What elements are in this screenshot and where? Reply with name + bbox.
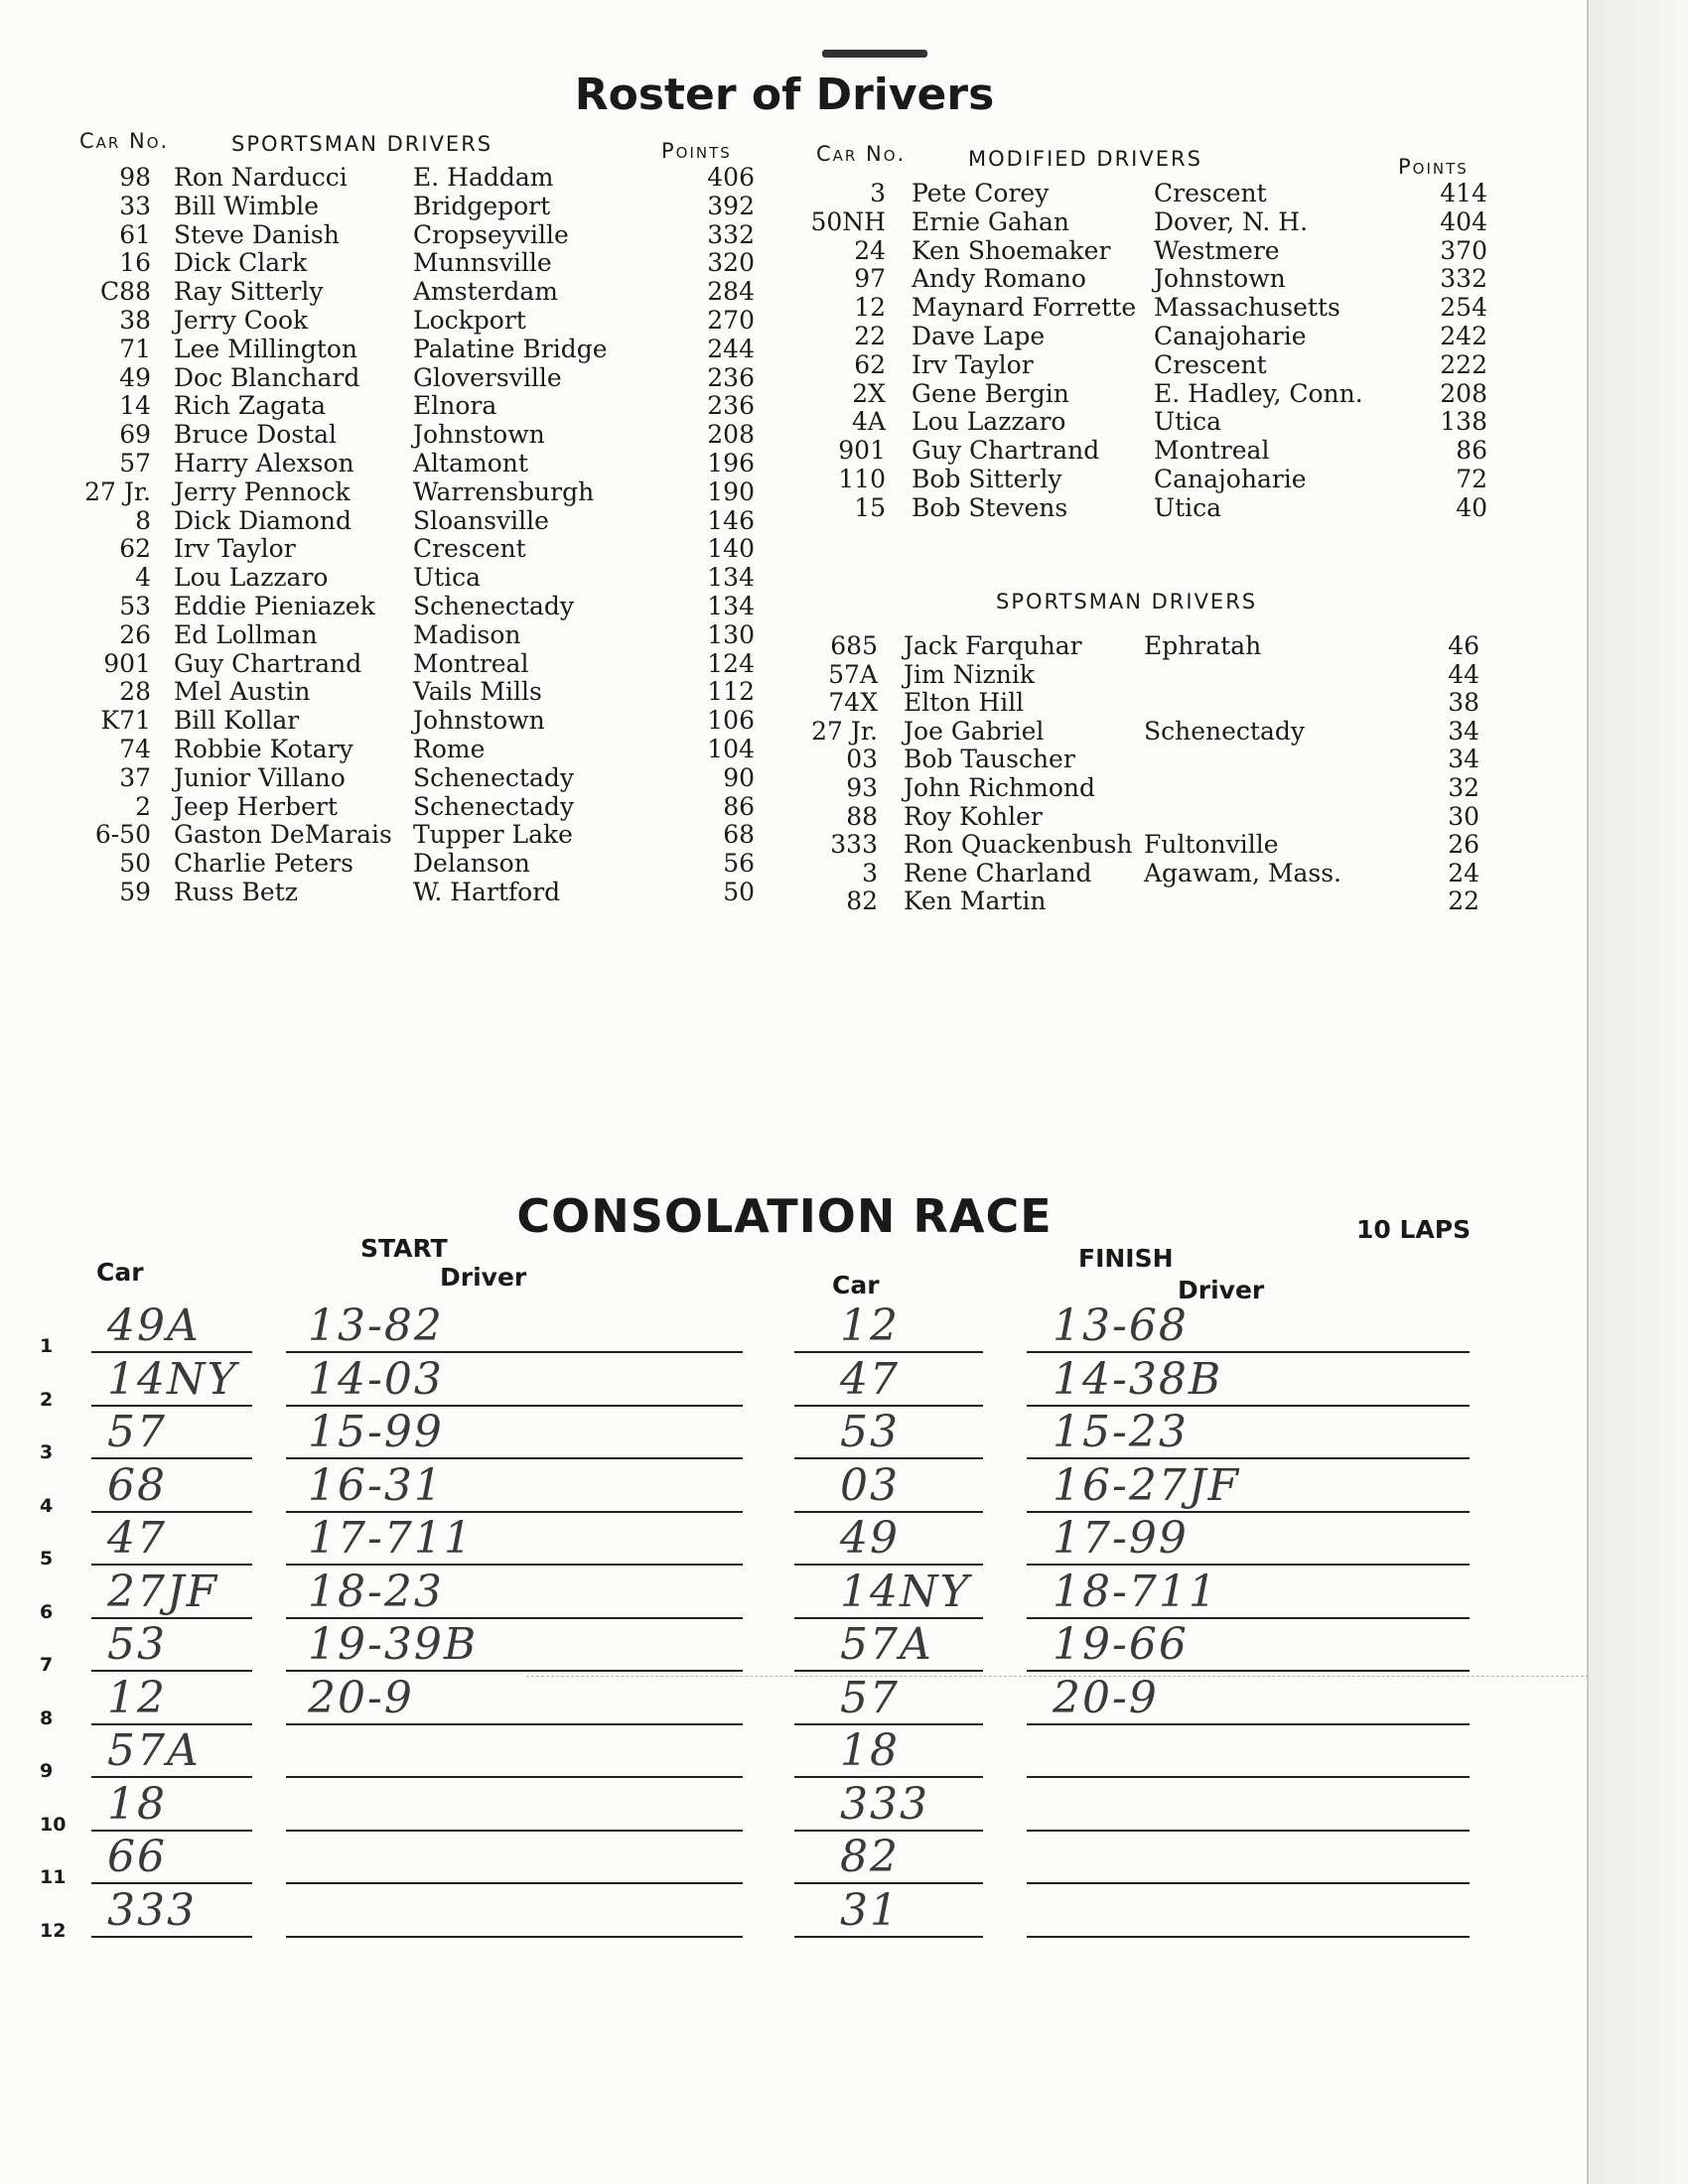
driver-name: Bruce Dostal bbox=[174, 420, 338, 450]
car-number: 74 bbox=[119, 735, 151, 763]
driver-name: Bob Stevens bbox=[912, 492, 1068, 522]
driver-town: Ephratah bbox=[1144, 631, 1262, 660]
car-number: 333 bbox=[830, 830, 878, 860]
driver-name: Rene Charland bbox=[904, 858, 1092, 887]
driver-name: Ron Narducci bbox=[174, 163, 348, 192]
driver-town: Crescent bbox=[1154, 179, 1267, 207]
driver-town: Bridgeport bbox=[413, 191, 551, 220]
start-car-handwritten: 68 bbox=[107, 1459, 167, 1511]
driver-name: Ray Sitterly bbox=[174, 277, 324, 307]
roster-title: Roster of Drivers bbox=[574, 69, 995, 120]
start-car-handwritten: 18 bbox=[107, 1778, 167, 1830]
car-number: 37 bbox=[119, 762, 151, 792]
finish-driver-handwritten: 18-711 bbox=[1053, 1566, 1218, 1617]
finish-driver-handwritten: 17-99 bbox=[1053, 1513, 1189, 1564]
roster-row bbox=[0, 407, 1589, 436]
car-number: 98 bbox=[119, 163, 151, 192]
driver-name: Maynard Forrette bbox=[912, 293, 1137, 323]
driver-points: 414 bbox=[1440, 179, 1487, 207]
driver-points: 30 bbox=[1448, 801, 1479, 831]
driver-points: 24 bbox=[1448, 858, 1479, 887]
driver-points: 22 bbox=[1448, 887, 1479, 916]
driver-points: 284 bbox=[707, 277, 755, 307]
start-car-handwritten: 57 bbox=[107, 1407, 167, 1457]
driver-name: Steve Danish bbox=[174, 219, 340, 249]
driver-town: Altamont bbox=[413, 449, 528, 478]
driver-points: 320 bbox=[707, 248, 755, 278]
car-number: 62 bbox=[119, 534, 151, 564]
driver-points: 138 bbox=[1440, 407, 1487, 437]
start-driver-header: Driver bbox=[440, 1263, 527, 1292]
car-number: 71 bbox=[119, 334, 151, 363]
car-number: 49 bbox=[119, 362, 151, 392]
car-number: 93 bbox=[846, 773, 878, 802]
driver-points: 104 bbox=[707, 735, 755, 763]
roster-row bbox=[0, 887, 1589, 915]
driver-points: 244 bbox=[707, 334, 755, 363]
driver-town: Massachusetts bbox=[1154, 293, 1340, 323]
driver-points: 370 bbox=[1440, 235, 1487, 265]
driver-points: 86 bbox=[1456, 436, 1487, 466]
start-car-handwritten: 14NY bbox=[107, 1353, 238, 1405]
finish-car-handwritten: 57A bbox=[840, 1619, 933, 1670]
finish-driver-line bbox=[1027, 1936, 1470, 1938]
row-number: 8 bbox=[40, 1706, 54, 1729]
row-number: 9 bbox=[40, 1760, 54, 1782]
start-driver-handwritten: 15-99 bbox=[308, 1407, 444, 1457]
finish-car-line bbox=[794, 1936, 983, 1938]
roster-row bbox=[0, 293, 1589, 322]
car-number: 61 bbox=[119, 219, 151, 249]
driver-points: 332 bbox=[707, 219, 755, 249]
driver-name: Gaston DeMarais bbox=[174, 820, 392, 850]
driver-town: Canajoharie bbox=[1154, 322, 1307, 350]
driver-name: Rich Zagata bbox=[174, 391, 327, 421]
roster-row bbox=[0, 465, 1589, 493]
driver-name: Bill Wimble bbox=[174, 191, 320, 220]
driver-name: Dave Lape bbox=[912, 322, 1046, 350]
car-number: 22 bbox=[854, 322, 886, 350]
finish-car-handwritten: 14NY bbox=[840, 1566, 971, 1617]
driver-points: 134 bbox=[707, 563, 755, 593]
row-number: 11 bbox=[40, 1866, 67, 1888]
roster-row bbox=[0, 322, 1589, 350]
driver-town: Palatine Bridge bbox=[413, 334, 608, 363]
driver-points: 236 bbox=[707, 391, 755, 421]
finish-driver-handwritten: 19-66 bbox=[1053, 1619, 1189, 1670]
finish-driver-handwritten: 14-38B bbox=[1053, 1353, 1223, 1405]
driver-name: Robbie Kotary bbox=[174, 735, 353, 763]
car-number: 2 bbox=[135, 791, 151, 821]
driver-town: Warrensburgh bbox=[413, 477, 595, 506]
car-number: 69 bbox=[119, 420, 151, 450]
finish-car-handwritten: 53 bbox=[840, 1407, 900, 1457]
car-number: 12 bbox=[854, 293, 886, 323]
car-number: 4A bbox=[852, 407, 886, 437]
start-driver-handwritten: 20-9 bbox=[308, 1672, 414, 1723]
car-number: 53 bbox=[119, 592, 151, 620]
row-number: 5 bbox=[40, 1548, 54, 1570]
driver-points: 140 bbox=[707, 534, 755, 564]
left-car-header: Car No. bbox=[79, 129, 170, 153]
driver-name: Irv Taylor bbox=[174, 534, 296, 564]
driver-points: 130 bbox=[707, 619, 755, 649]
driver-points: 406 bbox=[707, 163, 755, 192]
driver-name: Bob Sitterly bbox=[912, 465, 1062, 493]
driver-points: 34 bbox=[1448, 745, 1479, 774]
right-section2-header: SPORTSMAN DRIVERS bbox=[996, 590, 1258, 614]
start-car-handwritten: 333 bbox=[107, 1884, 197, 1936]
finish-car-handwritten: 03 bbox=[840, 1459, 900, 1511]
start-car-handwritten: 47 bbox=[107, 1513, 167, 1564]
finish-car-handwritten: 49 bbox=[840, 1513, 900, 1564]
car-number: 50NH bbox=[810, 206, 886, 236]
driver-town: Tupper Lake bbox=[413, 820, 573, 850]
driver-town: E. Haddam bbox=[413, 163, 554, 192]
driver-name: Jim Niznik bbox=[904, 659, 1035, 689]
driver-points: 270 bbox=[707, 306, 755, 335]
start-driver-handwritten: 17-711 bbox=[308, 1513, 474, 1564]
driver-name: Guy Chartrand bbox=[174, 648, 362, 678]
car-number: 28 bbox=[119, 677, 151, 707]
start-car-line bbox=[91, 1936, 252, 1938]
finish-driver-handwritten: 20-9 bbox=[1053, 1672, 1159, 1723]
driver-points: 196 bbox=[707, 449, 755, 478]
roster-row bbox=[0, 350, 1589, 379]
driver-name: Guy Chartrand bbox=[912, 436, 1100, 466]
car-number: 3 bbox=[862, 858, 878, 887]
finish-car-handwritten: 18 bbox=[840, 1725, 900, 1776]
driver-points: 236 bbox=[707, 362, 755, 392]
car-number: 27 Jr. bbox=[811, 716, 878, 746]
driver-points: 44 bbox=[1448, 659, 1479, 689]
car-number: 50 bbox=[119, 849, 151, 879]
driver-points: 90 bbox=[723, 762, 755, 792]
driver-name: Elton Hill bbox=[904, 688, 1025, 718]
start-header: START bbox=[360, 1234, 448, 1263]
finish-car-handwritten: 82 bbox=[840, 1832, 900, 1882]
car-number: 14 bbox=[119, 391, 151, 421]
left-points-header: Points bbox=[661, 139, 732, 163]
driver-town: Utica bbox=[413, 563, 482, 593]
driver-town: Fultonville bbox=[1144, 830, 1279, 860]
driver-town: Schenectady bbox=[413, 762, 574, 792]
driver-town: Delanson bbox=[413, 849, 530, 879]
driver-name: Andy Romano bbox=[912, 264, 1086, 294]
driver-points: 404 bbox=[1440, 206, 1487, 236]
roster-row bbox=[0, 179, 1589, 207]
driver-points: 34 bbox=[1448, 716, 1479, 746]
driver-name: Dick Clark bbox=[174, 248, 308, 278]
driver-points: 146 bbox=[707, 505, 755, 535]
driver-town: Utica bbox=[1154, 492, 1222, 522]
finish-car-handwritten: 12 bbox=[840, 1300, 900, 1351]
laps-label: 10 LAPS bbox=[1356, 1215, 1472, 1244]
driver-points: 68 bbox=[723, 820, 755, 850]
car-number: 15 bbox=[854, 492, 886, 522]
driver-town: Elnora bbox=[413, 391, 497, 421]
roster-row bbox=[0, 379, 1589, 408]
driver-points: 32 bbox=[1448, 773, 1479, 802]
driver-points: 124 bbox=[707, 648, 755, 678]
driver-name: Jerry Pennock bbox=[174, 477, 351, 506]
driver-town: Lockport bbox=[413, 306, 526, 335]
car-number: 4 bbox=[135, 563, 151, 593]
start-car-handwritten: 53 bbox=[107, 1619, 167, 1670]
driver-town: Sloansville bbox=[413, 505, 549, 535]
driver-name: Lou Lazzaro bbox=[174, 563, 329, 593]
car-number: 901 bbox=[103, 648, 151, 678]
driver-town: Johnstown bbox=[1154, 264, 1286, 294]
roster-row bbox=[0, 592, 1589, 620]
driver-town: Cropseyville bbox=[413, 219, 569, 249]
car-number: 38 bbox=[119, 306, 151, 335]
driver-points: 46 bbox=[1448, 631, 1479, 660]
finish-car-handwritten: 47 bbox=[840, 1353, 900, 1405]
car-number: 3 bbox=[870, 179, 886, 207]
car-number: 57A bbox=[828, 659, 878, 689]
driver-name: Doc Blanchard bbox=[174, 362, 360, 392]
page-shadow bbox=[1589, 0, 1688, 2184]
roster-row bbox=[0, 773, 1589, 802]
driver-points: 392 bbox=[707, 191, 755, 220]
driver-points: 222 bbox=[1440, 349, 1487, 379]
start-driver-handwritten: 13-82 bbox=[308, 1300, 444, 1351]
right-section-header: MODIFIED DRIVERS bbox=[968, 147, 1202, 171]
driver-name: Bill Kollar bbox=[174, 706, 300, 736]
car-number: 82 bbox=[846, 887, 878, 916]
roster-row bbox=[0, 436, 1589, 465]
start-car-handwritten: 12 bbox=[107, 1672, 167, 1723]
car-number: 110 bbox=[838, 465, 886, 493]
row-number: 3 bbox=[40, 1441, 54, 1463]
car-number: 57 bbox=[119, 449, 151, 478]
row-number: 7 bbox=[40, 1654, 54, 1676]
driver-points: 208 bbox=[1440, 378, 1487, 408]
roster-row bbox=[0, 493, 1589, 522]
driver-points: 190 bbox=[707, 477, 755, 506]
finish-driver-header: Driver bbox=[1178, 1276, 1265, 1304]
roster-row bbox=[0, 660, 1589, 689]
staple bbox=[822, 50, 927, 58]
car-number: 26 bbox=[119, 619, 151, 649]
driver-town: Crescent bbox=[413, 534, 526, 564]
roster-row bbox=[0, 859, 1589, 887]
driver-name: Jerry Cook bbox=[174, 306, 309, 335]
driver-points: 208 bbox=[707, 420, 755, 450]
finish-driver-handwritten: 15-23 bbox=[1053, 1407, 1189, 1457]
driver-name: Ed Lollman bbox=[174, 619, 318, 649]
driver-name: Roy Kohler bbox=[904, 801, 1043, 831]
driver-points: 56 bbox=[723, 849, 755, 879]
car-number: K71 bbox=[100, 706, 151, 736]
roster-row bbox=[0, 745, 1589, 773]
driver-name: Junior Villano bbox=[174, 762, 346, 792]
driver-town: Montreal bbox=[1154, 436, 1270, 466]
driver-name: Charlie Peters bbox=[174, 849, 353, 879]
driver-town: Madison bbox=[413, 619, 521, 649]
start-driver-handwritten: 18-23 bbox=[308, 1566, 444, 1617]
row-number: 4 bbox=[40, 1494, 54, 1517]
driver-town: Rome bbox=[413, 735, 486, 763]
roster-row bbox=[0, 717, 1589, 746]
finish-car-handwritten: 57 bbox=[840, 1672, 900, 1723]
car-number: 27 Jr. bbox=[84, 477, 151, 506]
race-row bbox=[0, 1870, 1589, 1940]
row-number: 10 bbox=[40, 1813, 67, 1836]
roster-row bbox=[0, 631, 1589, 660]
car-number: 74X bbox=[828, 688, 878, 718]
driver-town: Utica bbox=[1154, 407, 1222, 437]
driver-points: 106 bbox=[707, 706, 755, 736]
start-car-handwritten: 27JF bbox=[107, 1566, 219, 1617]
row-number: 6 bbox=[40, 1600, 54, 1623]
driver-town: Schenectady bbox=[1144, 716, 1305, 746]
driver-town: Schenectady bbox=[413, 592, 574, 620]
driver-town: E. Hadley, Conn. bbox=[1154, 378, 1363, 408]
driver-name: Ron Quackenbush bbox=[904, 830, 1133, 860]
car-number: 6-50 bbox=[94, 820, 151, 850]
car-number: 2X bbox=[852, 378, 886, 408]
start-driver-handwritten: 14-03 bbox=[308, 1353, 444, 1405]
driver-points: 254 bbox=[1440, 293, 1487, 323]
driver-town: Vails Mills bbox=[413, 677, 542, 707]
driver-name: Lee Millington bbox=[174, 334, 358, 363]
car-number: 59 bbox=[119, 878, 151, 906]
car-number: 88 bbox=[846, 801, 878, 831]
driver-town: W. Hartford bbox=[413, 878, 561, 906]
start-car-handwritten: 57A bbox=[107, 1725, 201, 1776]
driver-town: Montreal bbox=[413, 648, 529, 678]
driver-town: Dover, N. H. bbox=[1154, 206, 1309, 236]
driver-town: Schenectady bbox=[413, 791, 574, 821]
roster-row bbox=[0, 830, 1589, 859]
finish-driver-handwritten: 13-68 bbox=[1053, 1300, 1189, 1351]
driver-name: Irv Taylor bbox=[912, 349, 1034, 379]
driver-points: 86 bbox=[723, 791, 755, 821]
driver-name: Ernie Gahan bbox=[912, 206, 1070, 236]
driver-points: 242 bbox=[1440, 322, 1487, 350]
driver-name: Ken Shoemaker bbox=[912, 235, 1111, 265]
row-number: 2 bbox=[40, 1388, 54, 1411]
start-car-handwritten: 66 bbox=[107, 1832, 167, 1882]
start-driver-handwritten: 16-31 bbox=[308, 1459, 444, 1511]
roster-row bbox=[0, 534, 1589, 563]
driver-name: Jack Farquhar bbox=[904, 631, 1082, 660]
finish-driver-handwritten: 16-27JF bbox=[1053, 1459, 1241, 1511]
driver-points: 112 bbox=[707, 677, 755, 707]
start-driver-line bbox=[286, 1936, 743, 1938]
driver-points: 38 bbox=[1448, 688, 1479, 718]
car-number: 685 bbox=[830, 631, 878, 660]
driver-points: 134 bbox=[707, 592, 755, 620]
car-number: 8 bbox=[135, 505, 151, 535]
car-number: 03 bbox=[846, 745, 878, 774]
start-driver-handwritten: 19-39B bbox=[308, 1619, 479, 1670]
driver-town: Munnsville bbox=[413, 248, 552, 278]
roster-row bbox=[0, 802, 1589, 831]
car-number: 62 bbox=[854, 349, 886, 379]
driver-points: 40 bbox=[1456, 492, 1487, 522]
driver-points: 72 bbox=[1456, 465, 1487, 493]
driver-name: Gene Bergin bbox=[912, 378, 1069, 408]
roster-row bbox=[0, 236, 1589, 265]
driver-points: 332 bbox=[1440, 264, 1487, 294]
start-car-header: Car bbox=[96, 1258, 144, 1287]
driver-town: Amsterdam bbox=[413, 277, 558, 307]
driver-name: Eddie Pieniazek bbox=[174, 592, 375, 620]
driver-town: Agawam, Mass. bbox=[1144, 858, 1341, 887]
driver-name: John Richmond bbox=[904, 773, 1096, 802]
car-number: 16 bbox=[119, 248, 151, 278]
driver-name: Harry Alexson bbox=[174, 449, 354, 478]
driver-town: Johnstown bbox=[413, 420, 545, 450]
driver-name: Mel Austin bbox=[174, 677, 311, 707]
finish-car-handwritten: 31 bbox=[840, 1884, 900, 1936]
driver-name: Russ Betz bbox=[174, 878, 298, 906]
roster-row bbox=[0, 264, 1589, 293]
finish-car-handwritten: 333 bbox=[840, 1778, 929, 1830]
driver-town: Gloversville bbox=[413, 362, 562, 392]
driver-name: Dick Diamond bbox=[174, 505, 352, 535]
row-number: 1 bbox=[40, 1335, 54, 1357]
finish-car-header: Car bbox=[832, 1271, 880, 1299]
car-number: 24 bbox=[854, 235, 886, 265]
consolation-title: CONSOLATION RACE bbox=[516, 1189, 1053, 1243]
left-section-header: SPORTSMAN DRIVERS bbox=[231, 132, 493, 156]
driver-name: Jeep Herbert bbox=[174, 791, 338, 821]
car-number: C88 bbox=[100, 277, 151, 307]
driver-name: Bob Tauscher bbox=[904, 745, 1075, 774]
driver-name: Joe Gabriel bbox=[904, 716, 1045, 746]
car-number: 901 bbox=[838, 436, 886, 466]
finish-header: FINISH bbox=[1078, 1244, 1174, 1273]
driver-town: Crescent bbox=[1154, 349, 1267, 379]
row-number: 12 bbox=[40, 1919, 67, 1942]
driver-town: Johnstown bbox=[413, 706, 545, 736]
driver-name: Ken Martin bbox=[904, 887, 1047, 916]
driver-town: Canajoharie bbox=[1154, 465, 1307, 493]
driver-points: 50 bbox=[723, 878, 755, 906]
driver-name: Lou Lazzaro bbox=[912, 407, 1066, 437]
right-points-header: Points bbox=[1398, 155, 1469, 179]
start-car-handwritten: 49A bbox=[107, 1300, 201, 1351]
car-number: 33 bbox=[119, 191, 151, 220]
driver-name: Pete Corey bbox=[912, 179, 1050, 207]
right-car-header: Car No. bbox=[816, 142, 907, 166]
driver-points: 26 bbox=[1448, 830, 1479, 860]
driver-town: Westmere bbox=[1154, 235, 1280, 265]
car-number: 97 bbox=[854, 264, 886, 294]
roster-row bbox=[0, 563, 1589, 592]
roster-row bbox=[0, 688, 1589, 717]
roster-row bbox=[0, 207, 1589, 236]
